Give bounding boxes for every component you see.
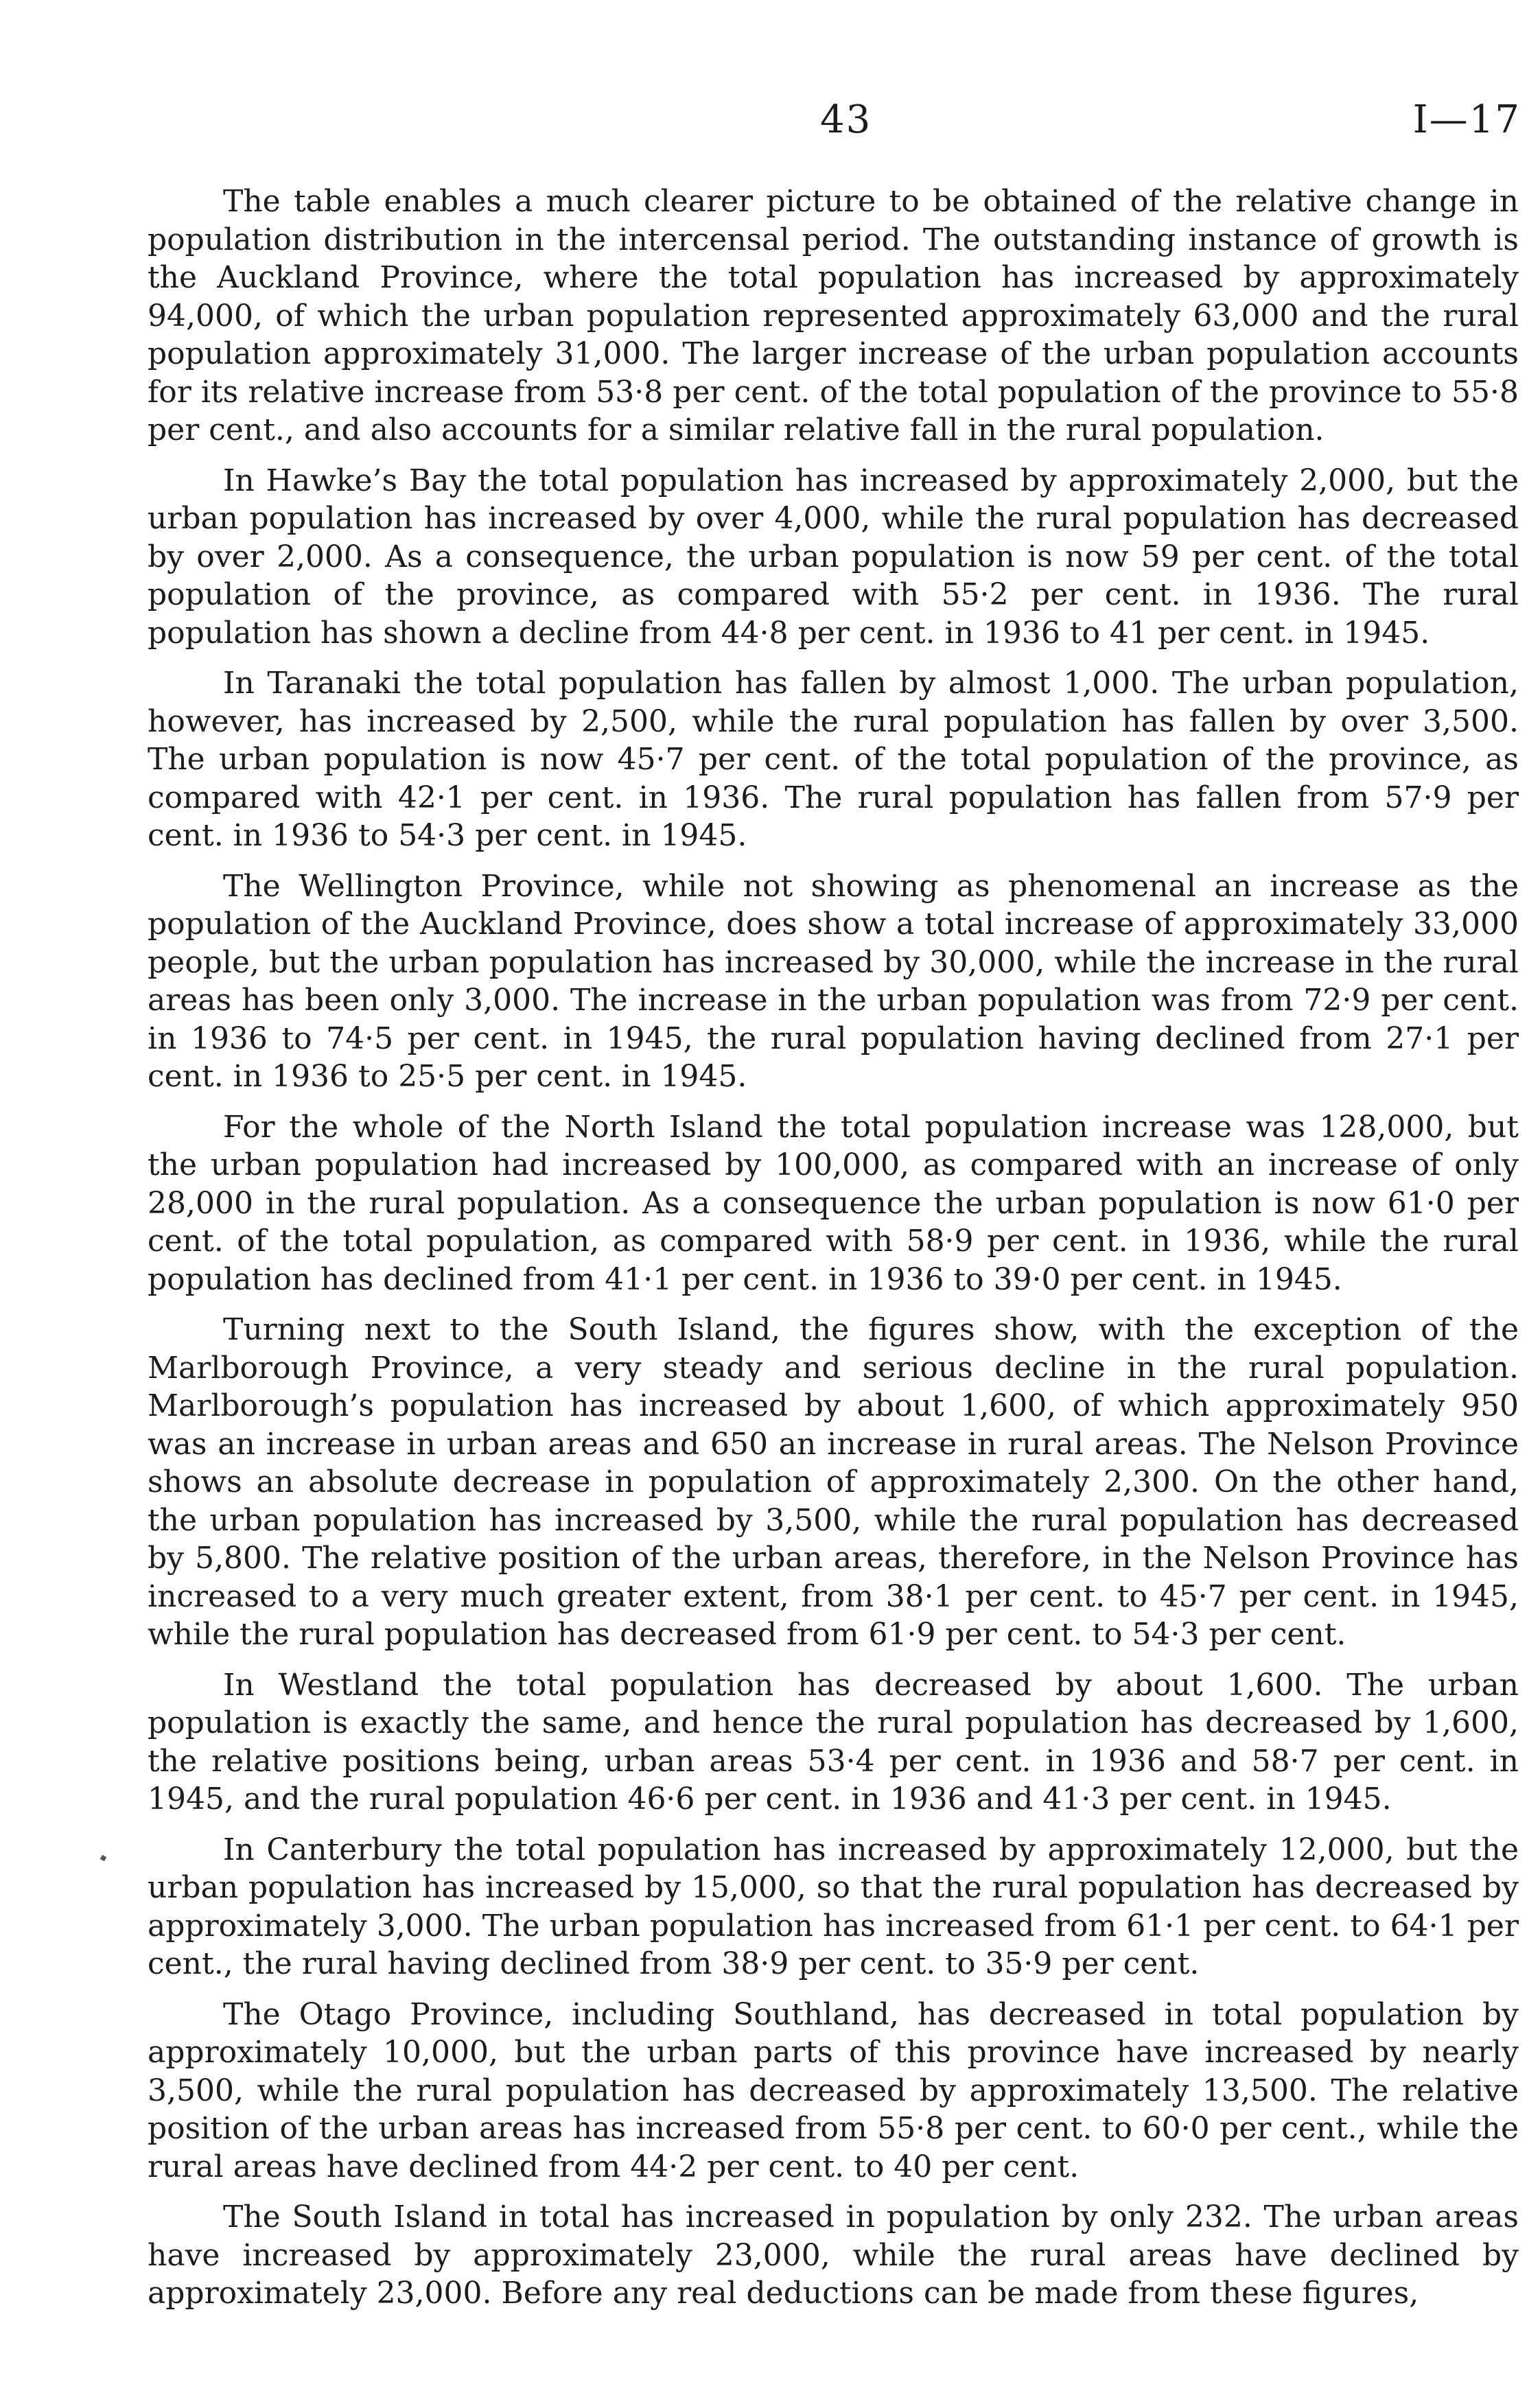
paragraph-canterbury: In Canterbury the total population has increased by approximately 12,000, but the urban population has increased by 15,000, so that the rural population has decreased by approximately 3,000. The urban population has increased from 61·1 per cent. to 64·1 per cent., the rural having declined from 38·9 per cent. to 35·9 per cent. [148, 1832, 1519, 1981]
paragraph-westland: In Westland the total population has decreased by about 1,600. The urban population is exactly the same, and hence the rural population has decreased by 1,600, the relative positions being, urban areas 53·4 per cent. in 1936 and 58·7 per cent. in 1945, and the rural population 46·6 per cent. in 1936 and 41·3 per cent. in 1945. [148, 1667, 1519, 1817]
paragraph-wellington: The Wellington Province, while not showing as phenomenal an increase as the population of the Auckland Province, does show a total increase of approximately 33,000 people, but the urban population has increased by 30,000, while the increase in the rural areas has been only 3,000. The increase in the urban population was from 72·9 per cent. in 1936 to 74·5 per cent. in 1945, the rural population having declined from 27·1 per cent. in 1936 to 25·5 per cent. in 1945. [148, 868, 1519, 1094]
body-text [148, 183, 1519, 2325]
document-reference: I—17 [1412, 97, 1521, 142]
paragraph-south-island: Turning next to the South Island, the figures show, with the exception of the Marlborough Province, a very steady and serious decline in the rural population. Marlborough’s population has increased by about 1,600, of which approximately 950 was an increase in urban areas and 650 an increase in rural areas. The Nelson Province shows an absolute decrease in population of approximately 2,300. On the other hand, the urban population has increased by 3,500, while the rural population has decreased by 5,800. The relative position of the urban areas, therefore, in the Nelson Province has increased to a very much greater extent, from 38·1 per cent. to 45·7 per cent. in 1945, while the rural population has decreased from 61·9 per cent. to 54·3 per cent. [148, 1312, 1519, 1652]
paragraph-auckland: The table enables a much clearer picture to be obtained of the relative change in population distribution in the intercensal period. The outstanding instance of growth is the Auckland Province, where the total population has increased by approximately 94,000, of which the urban population represented approximately 63,000 and the rural population approximately 31,000. The larger increase of the urban population accounts for its relative increase from 53·8 per cent. of the total population of the province to 55·8 per cent., and also accounts for a similar relative fall in the rural population. [148, 184, 1519, 447]
paragraph-north-island: For the whole of the North Island the total population increase was 128,000, but the urban population had increased by 100,000, as compared with an increase of only 28,000 in the rural population. As a consequence the urban population is now 61·0 per cent. of the total population, as compared with 58·9 per cent. in 1936, while the rural population has declined from 41·1 per cent. in 1936 to 39·0 per cent. in 1945. [148, 1109, 1519, 1297]
paragraph-hawkes-bay: In Hawke’s Bay the total population has increased by approximately 2,000, but the urban population has increased by over 4,000, while the rural population has decreased by over 2,000. As a consequence, the urban population is now 59 per cent. of the total population of the province, as compared with 55·2 per cent. in 1936. The rural population has shown a decline from 44·8 per cent. in 1936 to 41 per cent. in 1945. [148, 463, 1519, 651]
page-number: 43 [820, 97, 872, 142]
margin-mark [100, 1855, 107, 1862]
paragraph-otago: The Otago Province, including Southland, has decreased in total population by approximately 10,000, but the urban parts of this province have increased by nearly 3,500, while the rural population has decreased by approximately 13,500. The relative position of the urban areas has increased from 55·8 per cent. to 60·0 per cent., while the rural areas have declined from 44·2 per cent. to 40 per cent. [148, 1996, 1519, 2184]
paragraph-taranaki: In Taranaki the total population has fallen by almost 1,000. The urban population, however, has increased by 2,500, while the rural population has fallen by over 3,500. The urban population is now 45·7 per cent. of the total population of the province, as compared with 42·1 per cent. in 1936. The rural population has fallen from 57·9 per cent. in 1936 to 54·3 per cent. in 1945. [148, 666, 1519, 853]
paragraph-south-island-total: The South Island in total has increased in population by only 232. The urban areas have increased by approximately 23,000, while the rural areas have declined by approximately 23,000. Before any real deductions can be made from these figures, [148, 2199, 1519, 2311]
